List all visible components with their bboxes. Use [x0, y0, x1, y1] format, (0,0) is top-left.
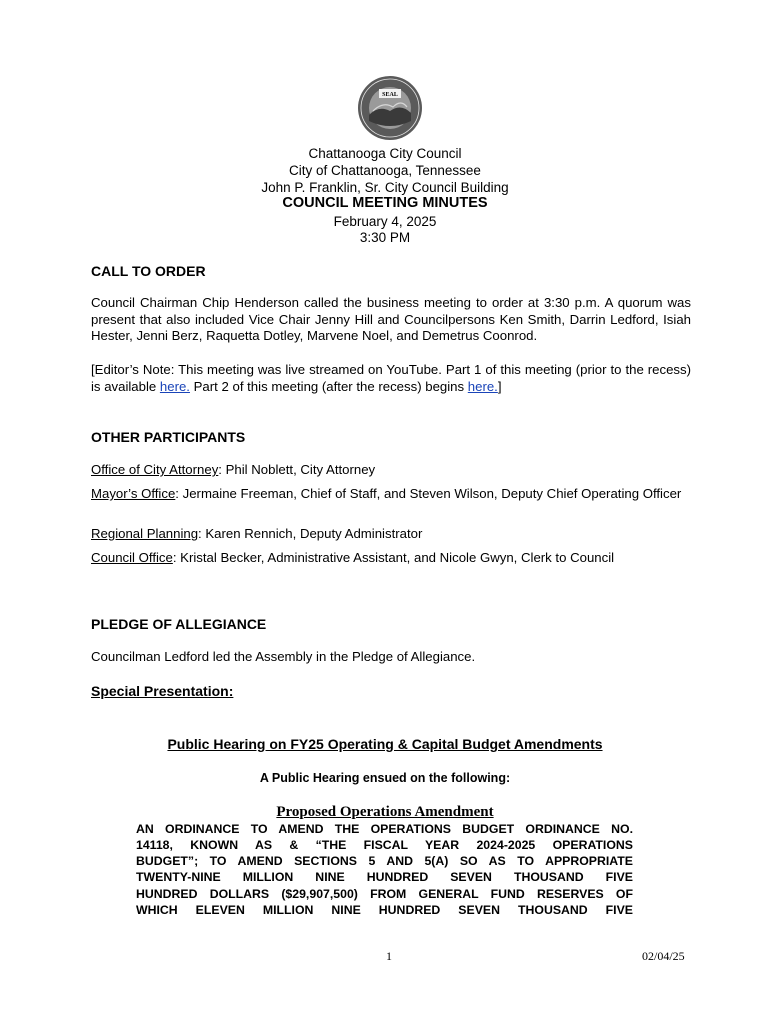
ordinance-line: TWENTY-NINE MILLION NINE HUNDRED SEVEN THOUSAND FIVE	[136, 870, 633, 884]
editor-note-suffix: ]	[497, 378, 502, 394]
pledge-heading: PLEDGE OF ALLEGIANCE	[91, 616, 267, 632]
participant-office: Office of City Attorney	[91, 462, 219, 477]
ordinance-line: BUDGET”; TO AMEND SECTIONS 5 AND 5(A) SO AS TO APPROPRIATE	[136, 854, 633, 868]
city-seal-logo	[357, 75, 423, 141]
org-name: Chattanooga City Council	[308, 146, 462, 161]
special-presentation-heading: Special Presentation:	[91, 683, 234, 699]
footer-date: 02/04/25	[642, 949, 685, 963]
participant-people: : Kristal Becker, Administrative Assistant, and Nicole Gwyn, Clerk to Council	[172, 550, 615, 565]
amendment-title: Proposed Operations Amendment	[276, 804, 494, 820]
participant-people: : Jermaine Freeman, Chief of Staff, and Steven Wilson, Deputy Chief Operating Officer	[175, 486, 682, 501]
call-to-order-heading: CALL TO ORDER	[91, 263, 206, 279]
other-participants-heading: OTHER PARTICIPANTS	[91, 429, 246, 445]
ordinance-line: HUNDRED DOLLARS ($29,907,500) FROM GENERAL FUND RESERVES OF	[136, 887, 633, 901]
hearing-ensued: A Public Hearing ensued on the following:	[259, 771, 511, 785]
participant-people: : Phil Noblett, City Attorney	[218, 462, 376, 477]
call-to-order-body: Council Chairman Chip Henderson called the business meeting to order at 3:30 p.m. A quorum was present that also included Vice Chair Jenny Hill and Councilpersons Ken Smith, Darrin Ledford, Isiah Hester, Jenni Berz, Raquetta Dotley, Marvene Noel, and Demetrus Coonrod.	[91, 295, 691, 343]
participant-item	[91, 486, 691, 503]
participant-office: Regional Planning	[91, 526, 199, 541]
city-name: City of Chattanooga, Tennessee	[289, 163, 481, 178]
public-hearing-title: Public Hearing on FY25 Operating & Capital Budget Amendments	[167, 736, 603, 752]
participant-office: Mayor’s Office	[91, 486, 176, 501]
editor-note-prefix: [Editor’s Note: This meeting was live streamed on YouTube. Part 1 of this meeting (prior to the recess) is available	[91, 362, 691, 394]
pledge-body: Councilman Ledford led the Assembly in the Pledge of Allegiance.	[91, 649, 476, 664]
ordinance-line: WHICH ELEVEN MILLION NINE HUNDRED SEVEN THOUSAND FIVE	[136, 903, 633, 917]
page-number: 1	[386, 949, 392, 963]
participant-item	[91, 550, 691, 567]
meeting-date: February 4, 2025	[333, 214, 437, 229]
participant-item	[91, 462, 691, 479]
participant-office: Council Office	[91, 550, 173, 565]
seal-text: SEAL	[382, 92, 398, 98]
participant-item	[91, 526, 691, 543]
ordinance-line: 14118, KNOWN AS & “THE FISCAL YEAR 2024-2025 OPERATIONS	[136, 838, 633, 852]
part2-link[interactable]: here.	[467, 378, 498, 394]
participant-people: : Karen Rennich, Deputy Administrator	[198, 526, 423, 541]
editor-note	[91, 362, 691, 395]
ordinance-line: AN ORDINANCE TO AMEND THE OPERATIONS BUDGET ORDINANCE NO.	[136, 822, 633, 836]
building-name: John P. Franklin, Sr. City Council Building	[261, 180, 509, 195]
part1-link[interactable]: here.	[159, 378, 190, 394]
meeting-time: 3:30 PM	[359, 230, 411, 245]
page-title: COUNCIL MEETING MINUTES	[282, 195, 488, 211]
editor-note-middle: Part 2 of this meeting (after the recess) begins	[189, 378, 468, 394]
